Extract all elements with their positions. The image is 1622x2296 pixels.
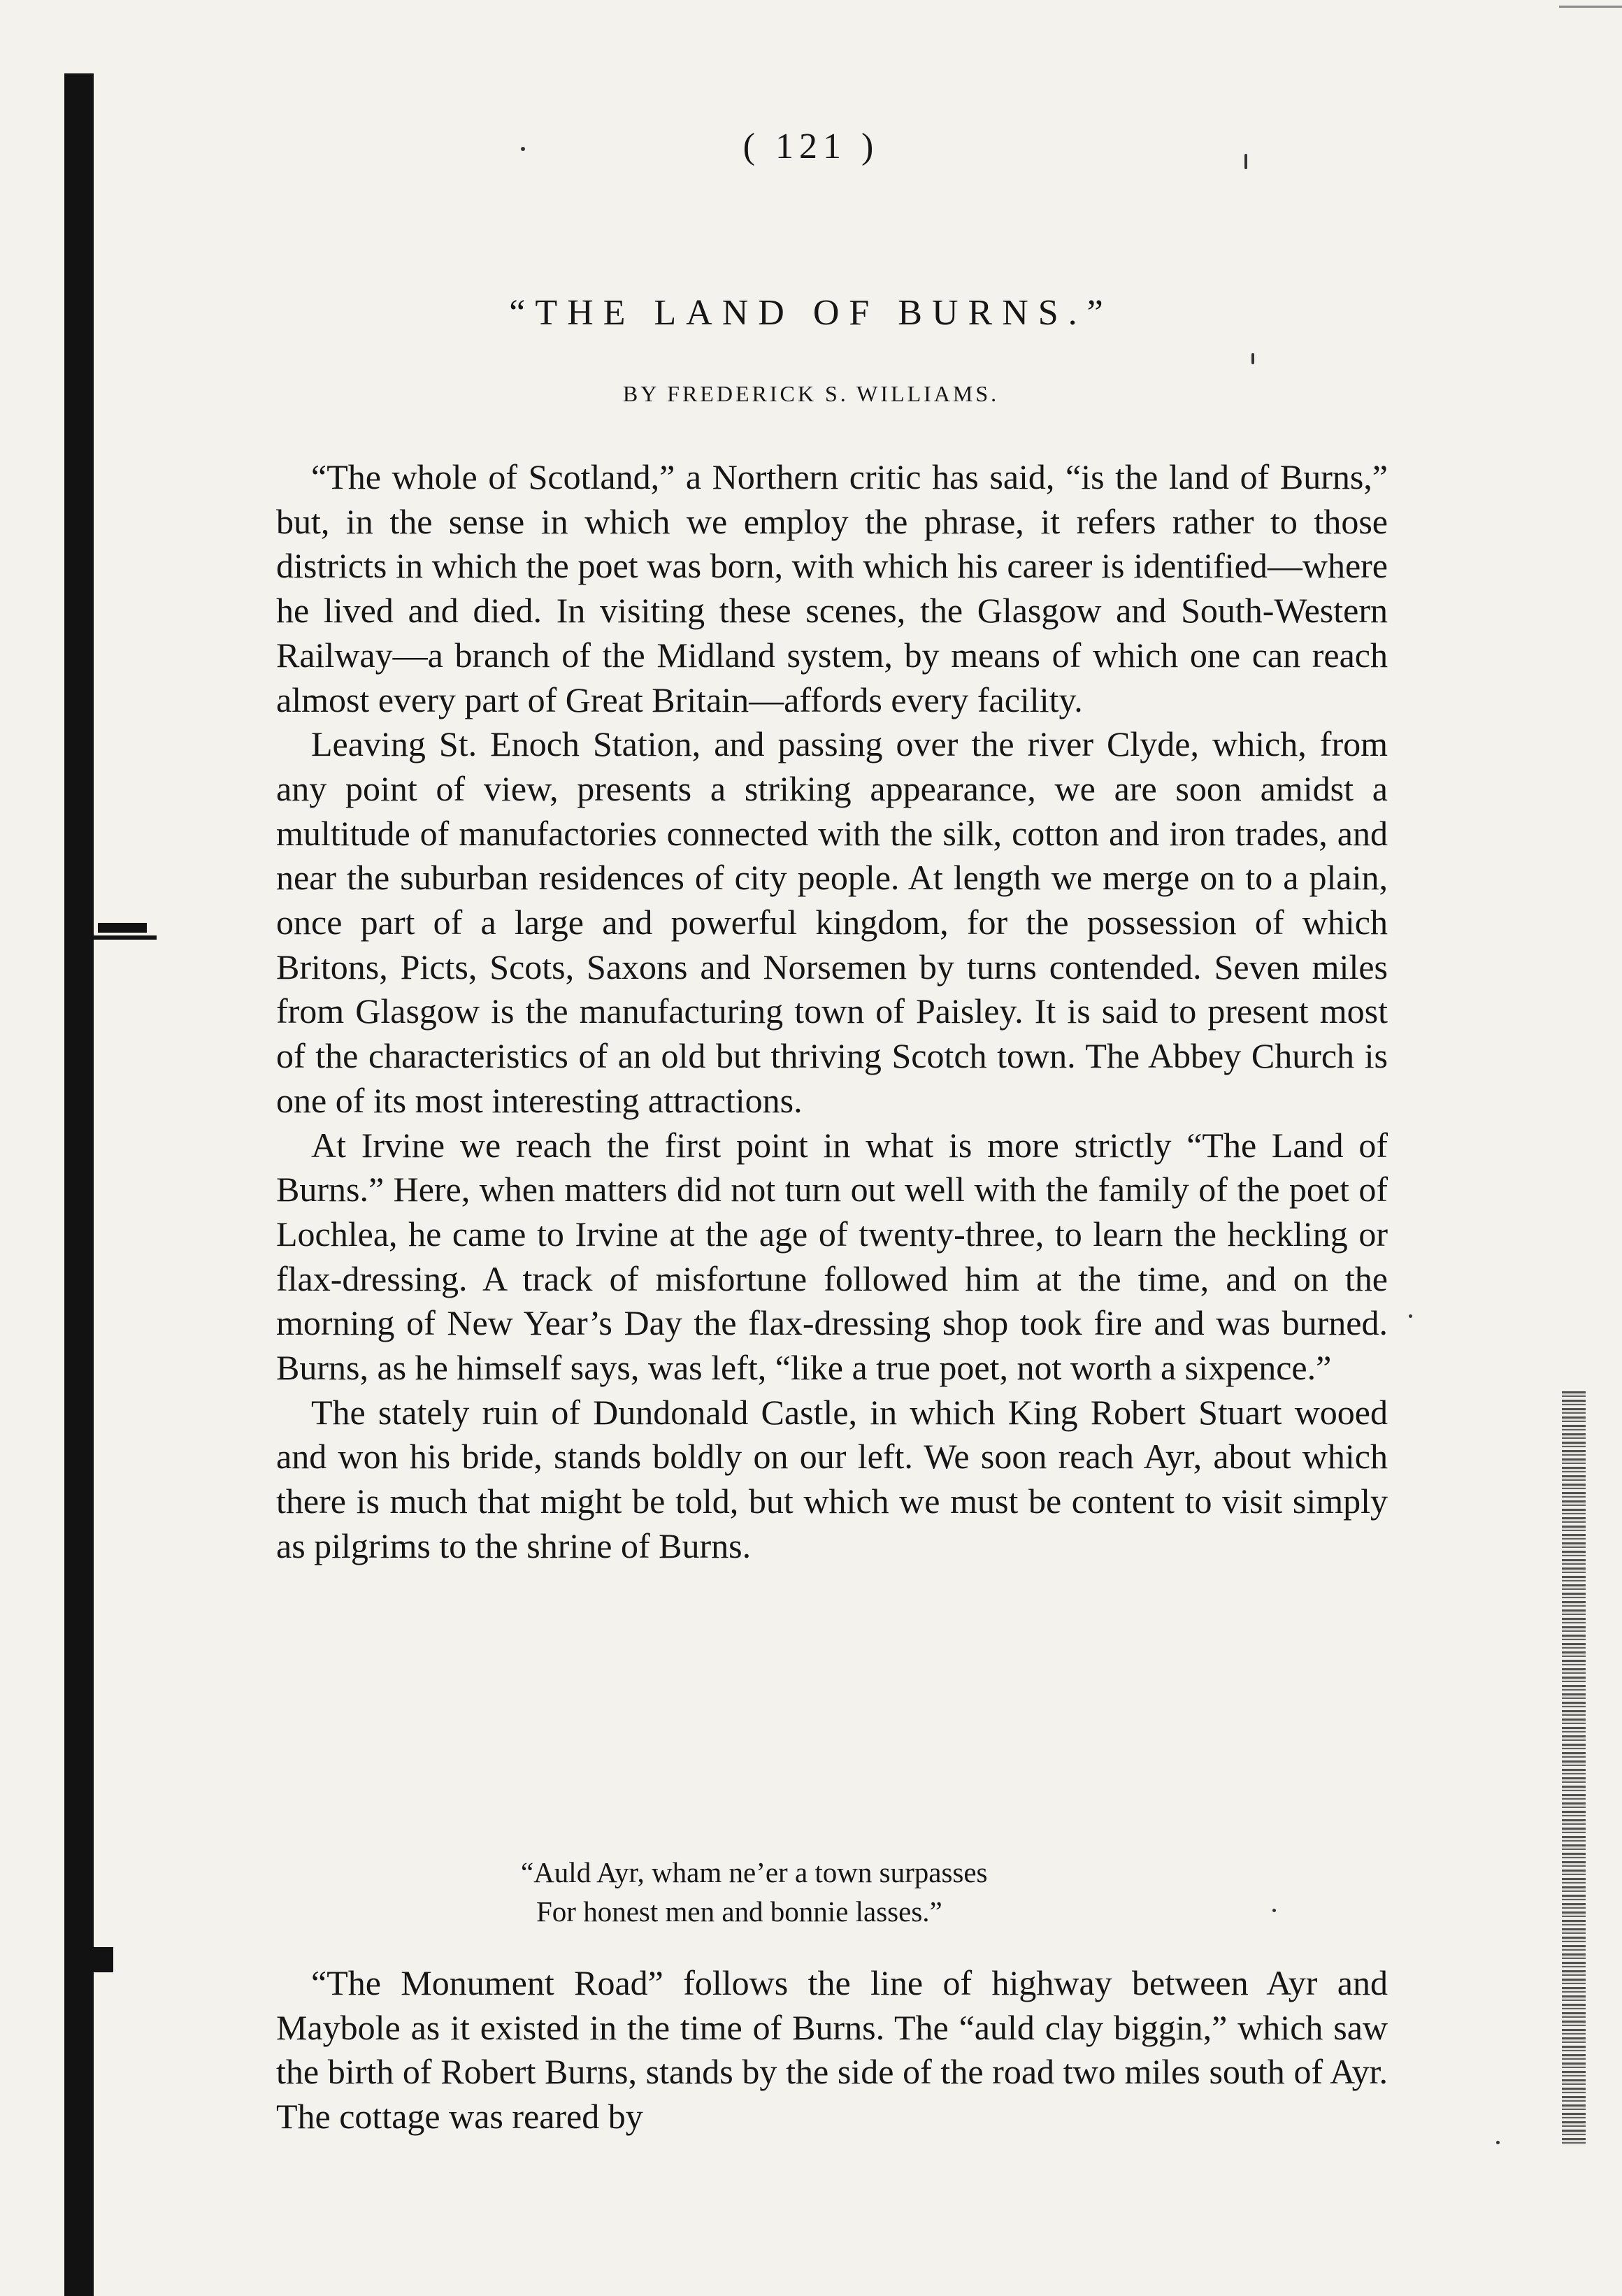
- page-edge-rule: [1559, 6, 1622, 8]
- binding-notch: [94, 1947, 113, 1972]
- binding-notch: [98, 923, 147, 933]
- paragraph: “The Monument Road” follows the line of highway between Ayr and Maybole as it existed in the time of Burns. The “auld clay biggin,” which saw the birth of Robert Burns, stands by the side of the road two miles south of Ayr. The cottage was reared by: [276, 1963, 1388, 2137]
- article-body-continued: [276, 1961, 1388, 2139]
- print-speck: [1272, 1909, 1276, 1912]
- page-number: ( 121 ): [742, 127, 880, 166]
- verse-line: “Auld Ayr, wham ne’er a town surpasses: [521, 1856, 988, 1888]
- verse-quote: [521, 1853, 1220, 1931]
- byline: BY FREDERICK S. WILLIAMS.: [622, 381, 1000, 406]
- paragraph: Leaving St. Enoch Station, and passing over the river Clyde, which, from any point of view, presents a striking appearance, we are soon amidst a multitude of manufactories connected with the silk, cotton and iron trades, and near the suburban residences of city people. At length we merge on to a plain, once part of a large and powerful kingdom, for the possession of which Britons, Picts, Scots, Saxons and Norsemen by turns contended. Seven miles from Glasgow is the manufacturing town of Paisley. It is said to present most of the characteristics of an old but thriving Scotch town. The Abbey Church is one of its most interesting attractions.: [276, 724, 1388, 1120]
- paragraph: At Irvine we reach the first point in what is more strictly “The Land of Burns.” Here, when matters did not turn out well with the family of the poet of Lochlea, he came to Irvine at the age of twenty-three, to learn the heckling or flax-dressing. A track of misfortune followed him at the time, and on the morning of New Year’s Day the flax-dressing shop took fire and was burned. Burns, as he himself says, was left, “like a true poet, not worth a sixpence.”: [276, 1125, 1388, 1388]
- article-title: “THE LAND OF BURNS.”: [509, 293, 1113, 333]
- article-body: [276, 455, 1388, 1569]
- paragraph: “The whole of Scotland,” a Northern critic has said, “is the land of Burns,” but, in the sense in which we employ the phrase, it refers rather to those districts in which the poet was born, with which his career is identified—where he lived and died. In visiting these scenes, the Glasgow and South-Western Railway—a branch of the Midland system, by means of which one can reach almost every part of Great Britain—affords every facility.: [276, 457, 1388, 719]
- page-edge-speckle: [1562, 1391, 1586, 2146]
- binding-notch: [94, 935, 157, 940]
- paragraph: The stately ruin of Dundonald Castle, in which King Robert Stuart wooed and won his bride, stands boldly on our left. We soon reach Ayr, about which there is much that might be told, but which we must be content to visit simply as pilgrims to the shrine of Burns.: [276, 1392, 1388, 1565]
- print-speck: [1496, 2141, 1500, 2144]
- print-speck: [1409, 1314, 1412, 1318]
- print-speck: [1251, 353, 1254, 364]
- verse-line: For honest men and bonnie lasses.”: [536, 1895, 942, 1928]
